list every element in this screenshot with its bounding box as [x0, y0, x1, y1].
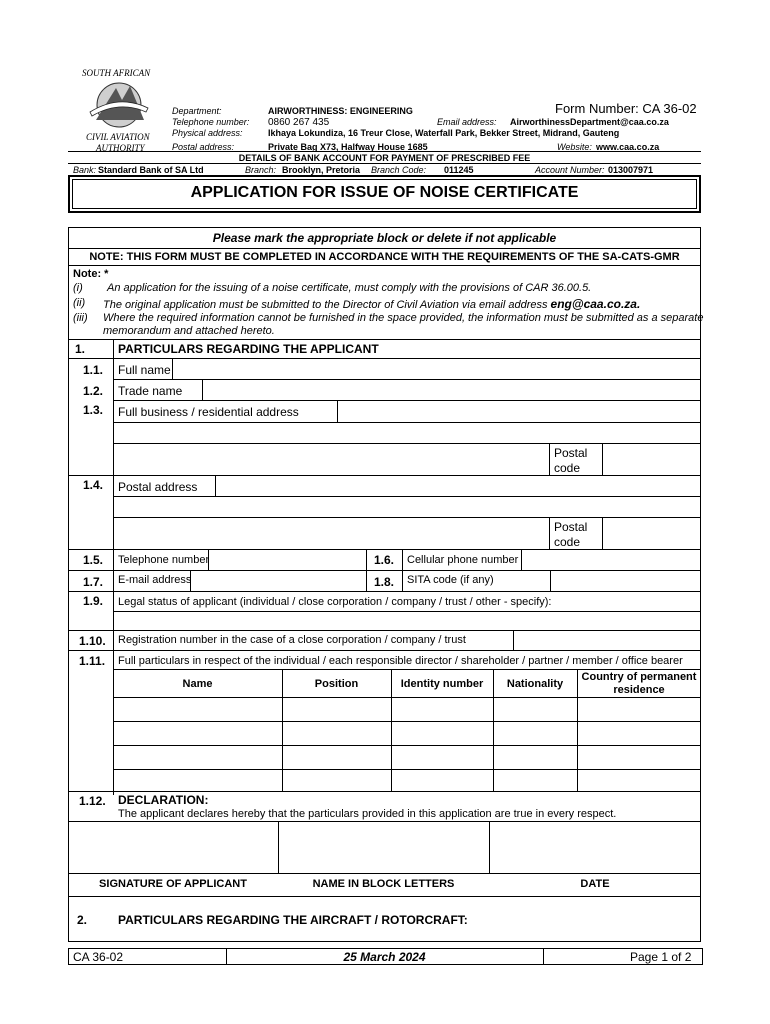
f16-label: Cellular phone number [407, 554, 519, 566]
postal-code-input-2[interactable] [603, 518, 700, 549]
footer-form-code: CA 36-02 [73, 950, 124, 964]
note-item-1-num: (i) [73, 282, 83, 294]
branch-label: Branch: [245, 165, 277, 175]
account-label: Account Number: [535, 165, 605, 175]
f17-num: 1.7. [83, 575, 104, 589]
f111-num: 1.11. [79, 654, 106, 668]
table-row[interactable] [113, 746, 701, 769]
postal-value: Private Bag X73, Halfway House 1685 [268, 142, 428, 152]
f19-num: 1.9. [83, 594, 104, 608]
note-label: Note: * [73, 268, 109, 280]
sita-code-input[interactable] [551, 571, 700, 591]
postal-code-label-2a: Postal [554, 520, 588, 534]
f111-label: Full particulars in respect of the individual / each responsible director / shareholder / partner / member / office bearer [118, 655, 683, 667]
f14-num: 1.4. [83, 478, 104, 492]
section1-num: 1. [75, 342, 86, 356]
sig-label-date: DATE [580, 878, 610, 890]
tel-value: 0860 267 435 [268, 117, 330, 128]
caa-logo [78, 66, 160, 156]
f18-label: SITA code (if any) [407, 574, 494, 586]
branch-code-label: Branch Code: [371, 165, 427, 175]
account-value: 013007971 [608, 165, 654, 175]
col-header-identity: Identity number [400, 678, 484, 690]
sig-label-signature: SIGNATURE OF APPLICANT [99, 878, 247, 890]
particulars-table [113, 669, 701, 791]
sig-label-name: NAME IN BLOCK LETTERS [312, 878, 455, 890]
block-letters-field[interactable] [279, 822, 488, 873]
business-address-input-1[interactable] [338, 401, 700, 422]
f16-num: 1.6. [374, 553, 395, 567]
email-value[interactable]: AirworthinessDepartment@caa.co.za [510, 117, 669, 127]
postal-address-input-2[interactable] [114, 497, 700, 517]
col-header-nationality: Nationality [506, 678, 564, 690]
postal-address-input-1[interactable] [216, 476, 700, 496]
branch-value: Brooklyn, Pretoria [282, 165, 361, 175]
f18-num: 1.8. [374, 575, 395, 589]
f11-num: 1.1. [83, 363, 104, 377]
table-row[interactable] [113, 698, 701, 721]
dept-value: AIRWORTHINESS: ENGINEERING [268, 106, 413, 116]
table-row[interactable] [113, 722, 701, 745]
title-box [68, 175, 701, 213]
f110-num: 1.10. [79, 634, 106, 648]
f17-label: E-mail address [118, 574, 192, 586]
f19-label: Legal status of applicant (individual / close corporation / company / trust / other - specify): [118, 596, 552, 608]
bank-value: Standard Bank of SA Ltd [98, 165, 204, 175]
full-name-input[interactable] [173, 359, 700, 379]
mark-instruction: Please mark the appropriate block or delete if not applicable [212, 231, 557, 245]
cellular-input[interactable] [522, 550, 700, 570]
bank-title: DETAILS OF BANK ACCOUNT FOR PAYMENT OF PRESCRIBED FEE [238, 153, 531, 163]
trade-name-input[interactable] [203, 380, 700, 400]
f12-num: 1.2. [83, 384, 104, 398]
f112-label: DECLARATION: [118, 793, 209, 807]
declaration-text: The applicant declares hereby that the particulars provided in this application are true in every respect. [118, 808, 617, 820]
f15-num: 1.5. [83, 553, 104, 567]
bank-label: Bank: [73, 165, 97, 175]
legal-status-input[interactable] [114, 612, 700, 630]
website-value[interactable]: www.caa.co.za [596, 142, 660, 152]
f13-label: Full business / residential address [118, 405, 299, 419]
postal-code-input-1[interactable] [603, 444, 700, 475]
physical-label: Physical address: [172, 128, 243, 138]
f11-label: Full name [118, 363, 171, 377]
email-input[interactable] [191, 571, 365, 591]
tel-label: Telephone number: [172, 117, 250, 127]
branch-code-value: 011245 [444, 165, 474, 175]
col-header-name: Name [182, 678, 213, 690]
footer-date: 25 March 2024 [343, 950, 426, 964]
page-title: APPLICATION FOR ISSUE OF NOISE CERTIFICATE [190, 184, 579, 201]
note-item-2: The original application must be submitted to the Director of Civil Aviation via email address [103, 299, 551, 311]
date-field[interactable] [490, 822, 700, 873]
note-item-2-num: (ii) [73, 297, 86, 309]
note-item-3b: memorandum and attached hereto. [103, 325, 275, 337]
f14-label: Postal address [118, 480, 198, 494]
footer-page: Page 1 of 2 [630, 950, 692, 964]
note-item-2-line [103, 297, 640, 311]
registration-number-input[interactable] [514, 631, 700, 650]
section1-title: PARTICULARS REGARDING THE APPLICANT [118, 342, 379, 356]
note-item-2-email: eng@caa.co.za. [550, 297, 641, 311]
postal-code-label-1a: Postal [554, 446, 588, 460]
postal-code-label-2b: code [554, 535, 581, 549]
logo-bottom-text-2: AUTHORITY [96, 143, 145, 153]
logo-top-text: SOUTH AFRICAN [82, 68, 151, 78]
postal-code-label-1b: code [554, 461, 581, 475]
f112-num: 1.12. [79, 794, 106, 808]
section2-title: PARTICULARS REGARDING THE AIRCRAFT / ROTORCRAFT: [118, 913, 468, 927]
note-caps: NOTE: THIS FORM MUST BE COMPLETED IN ACCORDANCE WITH THE REQUIREMENTS OF THE SA-CATS-GMR [89, 251, 680, 263]
form-number: Form Number: CA 36-02 [555, 101, 697, 116]
table-row[interactable] [113, 770, 701, 791]
email-label: Email address: [437, 117, 497, 127]
telephone-input[interactable] [209, 550, 365, 570]
col-header-position: Position [314, 678, 359, 690]
f15-label: Telephone number [118, 554, 210, 566]
f13-num: 1.3. [83, 403, 104, 417]
f110-label: Registration number in the case of a close corporation / company / trust [118, 634, 466, 646]
f12-label: Trade name [118, 384, 183, 398]
physical-value: Ikhaya Lokundiza, 16 Treur Close, Waterfall Park, Bekker Street, Midrand, Gauteng [268, 128, 620, 138]
note-item-3: Where the required information cannot be furnished in the space provided, the information must be submitted as a separate [103, 312, 704, 324]
section2-num: 2. [77, 913, 88, 927]
dept-label: Department: [172, 106, 222, 116]
website-label: Website: [557, 142, 592, 152]
note-item-3-num: (iii) [73, 312, 88, 324]
logo-bottom-text-1: CIVIL AVIATION [86, 132, 150, 142]
col-header-country: Country of permanent residence [581, 671, 697, 696]
note-item-1: An application for the issuing of a noise certificate, must comply with the provisions of CAR 36.00.5. [107, 282, 592, 294]
postal-label: Postal address: [172, 142, 235, 152]
business-address-input-2[interactable] [114, 423, 700, 443]
caa-emblem-icon [86, 80, 152, 130]
signature-field[interactable] [69, 822, 277, 873]
